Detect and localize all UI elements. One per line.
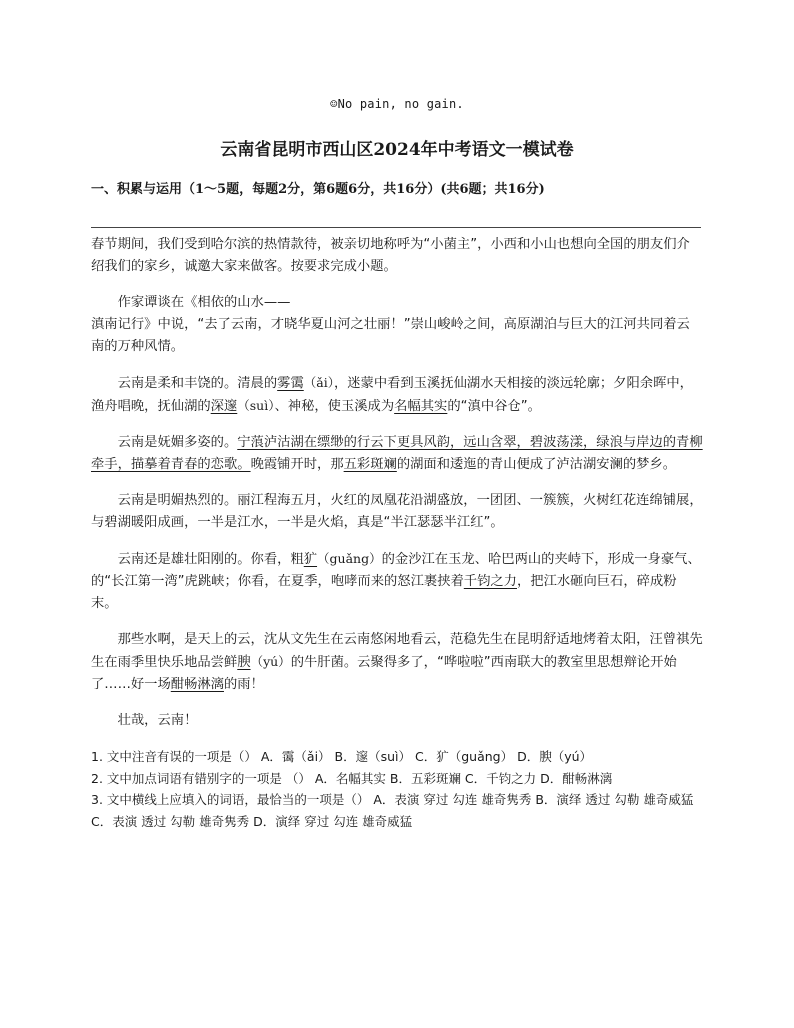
question-3: 3. 文中横线上应填入的词语，最恰当的一项是（） A．表演 穿过 勾连 雄奇隽秀 B．演绎 透过 勾勒 雄奇威猛 C．表演 透过 勾勒 雄奇隽秀 D．演绎 穿过 勾连 雄奇威猛 bbox=[91, 792, 694, 829]
text-run: 云南是妩媚多姿的。 bbox=[117, 435, 238, 450]
divider bbox=[91, 227, 701, 228]
text-run: 的雨！ bbox=[223, 677, 264, 692]
passage bbox=[91, 234, 703, 832]
text-run: 的金沙江在玉龙、哈巴两山的夹峙下，形成一身豪气、的“长江第一湾”虎跳峡；你看，在夏季，咆哮而来的怒江裹挟着 bbox=[91, 552, 701, 589]
text-run: 晚霞铺开时，那 bbox=[250, 457, 344, 472]
underlined-word: 千钧之力 bbox=[463, 574, 517, 589]
paragraph-bright: 云南是明媚热烈的。丽江程海五月，火红的凤凰花沿湖盛放，一团团、一簇簇，火树红花连绵铺展，与碧湖暖阳成画，一半是江水，一半是火焰，真是“半江瑟瑟半江红”。 bbox=[91, 493, 703, 530]
paragraph-quote-a: 作家谭谈在《相依的山水—— bbox=[117, 295, 291, 310]
text-run: 的湖面和逶迤的青山便成了泸沽湖安澜的梦乡。 bbox=[396, 457, 677, 472]
text-run: 的牛肝菌。云聚得多了，“哗啦啦”西南联大的教室里思想辩论开始了……好一场 bbox=[91, 655, 677, 692]
page-title: 云南省昆明市西山区2024年中考语文一模试卷 bbox=[220, 140, 574, 160]
underlined-word: 深邃 bbox=[210, 399, 238, 414]
text-run: 的“滇中谷仓”。 bbox=[447, 399, 541, 414]
section-heading: 一、积累与运用（1～5题，每题2分，第6题6分，共16分）(共6题；共16分) bbox=[91, 182, 545, 197]
paragraph-quote-b: 滇南记行》中说，“去了云南，才晓华夏山河之壮丽！”崇山峻岭之间，高原湖泊与巨大的江河共同着云南的万种风情。 bbox=[91, 317, 690, 354]
underlined-word: 名幅其实 bbox=[394, 399, 448, 414]
pinyin-annotation: （yú） bbox=[250, 654, 291, 669]
underlined-sentence: 宁蒗泸沽湖在缥缈的行云下更具风韵，远山含翠，碧波荡漾，绿浪与岸边的青柳牵手，描摹着青春的恋歌。 bbox=[91, 435, 703, 472]
pinyin-annotation: （suì） bbox=[237, 398, 275, 413]
underlined-word: 五彩斑斓 bbox=[343, 457, 397, 472]
text-run: 那些水啊，是天上的云，沈从文先生在云南悠闲地看云，范稳先生在昆明舒适地烤着太阳，汪曾祺先生在雨季里快乐地品尝鲜 bbox=[91, 632, 703, 670]
paragraph-charming bbox=[91, 432, 703, 476]
text-run: 、神秘，使玉溪成为 bbox=[274, 399, 395, 414]
text-run: 云南是柔和丰饶的。清晨的 bbox=[117, 376, 278, 391]
text-run: ，把江水砸向巨石，碎成粉末。 bbox=[91, 574, 677, 611]
underlined-word: 雾霭 bbox=[277, 376, 304, 391]
paragraph-closing: 壮哉，云南！ bbox=[117, 713, 198, 728]
paragraph-majestic bbox=[91, 548, 703, 615]
question-list bbox=[91, 746, 703, 832]
underlined-word: 腴 bbox=[237, 655, 251, 670]
pinyin-annotation: （guǎng） bbox=[317, 551, 382, 566]
pinyin-annotation: （ǎi） bbox=[303, 375, 334, 390]
paragraph-clouds bbox=[91, 629, 703, 696]
paragraph-gentle bbox=[91, 372, 703, 418]
text-run: ，迷蒙中看到玉溪抚仙湖水天相接的淡远轮廓；夕阳余晖中，渔舟唱晚，抚仙湖的 bbox=[91, 376, 693, 414]
question-1: 1. 文中注音有误的一项是（） A．霭（ǎi） B．邃（suì） C．犷（guǎng） D．腴（yú） bbox=[91, 749, 593, 764]
underlined-word: 犷 bbox=[303, 552, 318, 567]
text-run: 云南还是雄壮阳刚的。你看，粗 bbox=[117, 552, 304, 567]
paragraph-intro: 春节期间，我们受到哈尔滨的热情款待，被亲切地称呼为“小菌主”，小西和小山也想向全国的朋友们介绍我们的家乡，诚邀大家来做客。按要求完成小题。 bbox=[91, 237, 690, 274]
underlined-word: 酣畅淋漓 bbox=[170, 677, 224, 692]
motto: ☺No pain, no gain. bbox=[330, 97, 464, 111]
question-2: 2. 文中加点词语有错别字的一项是 （） A．名幅其实 B．五彩斑斓 C．千钧之力 D．酣畅淋漓 bbox=[91, 770, 613, 786]
